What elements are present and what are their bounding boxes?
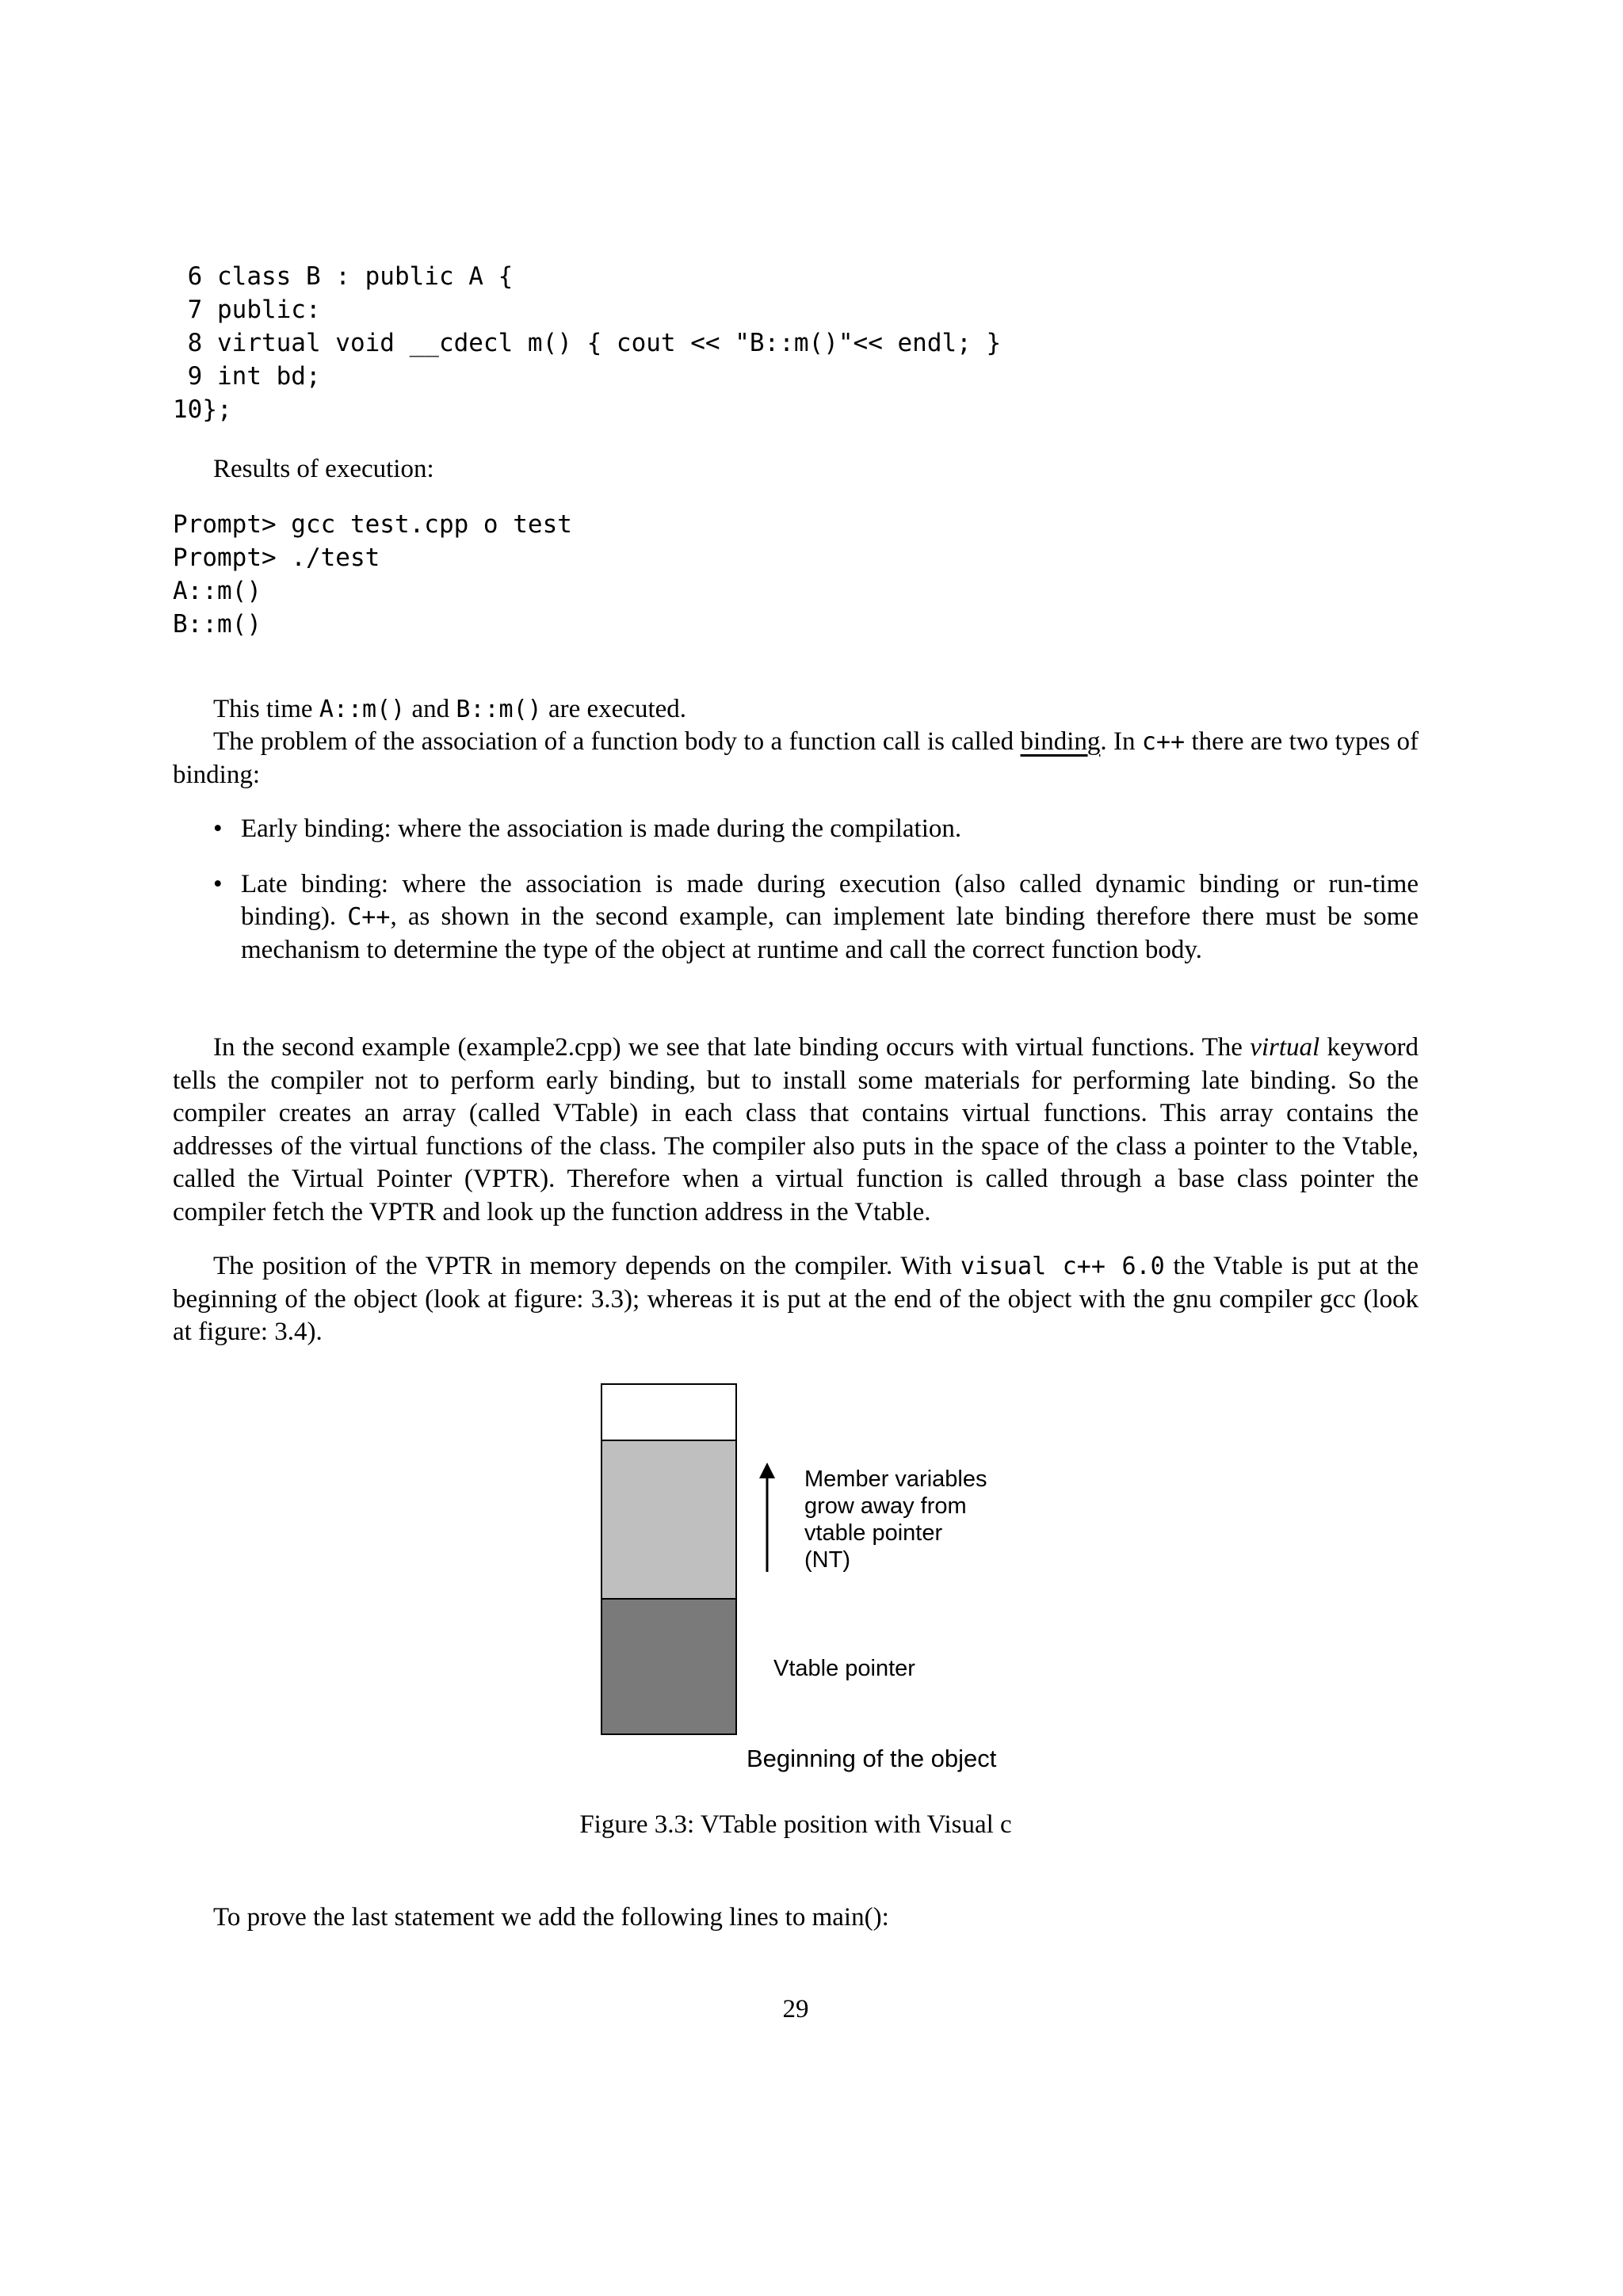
list-item [173,868,1419,967]
text-run: The problem of the association of a function body to a function call is called [213,727,1021,756]
terminal-line: A::m() [173,577,262,605]
inline-code: A::m() [319,696,406,723]
figure-caption: Figure 3.3: VTable position with Visual c [579,1810,1012,1839]
arrow-up-icon [758,1463,777,1573]
inline-code: B::m() [456,696,542,723]
text-run: and [405,695,456,723]
terminal-line: B::m() [173,610,262,639]
text-run: there are two types of binding: [173,727,1419,789]
results-heading: Results of execution: [213,455,434,483]
text-run: keyword tells the compiler not to perform early binding, but to install some materials for performing late binding. So the compiler creates an array (called VTable) in each class that contains virtual functions. This array contains the addresses of the virtual functions of the class. The compiler also puts in the space of the class a pointer to the Vtable, called the Virtual Pointer (VPTR). Therefore when a virtual function is called through a base class pointer the compiler fetch the VPTR and look up the function address in the Vtable. [173,1033,1419,1226]
member-variables-block [601,1440,737,1600]
paragraph-vptr [173,1250,1419,1349]
page-number: 29 [782,1995,809,2023]
member-variables-label [804,1466,987,1573]
code-listing [173,260,1001,426]
label-line: vtable pointer [804,1520,943,1546]
paragraph-virtual [173,1032,1419,1229]
list-item-text: Late binding: where the association is made during execution (also called dynamic binding or run-time binding). [241,869,1419,931]
code-line: 6 class B : public A { [173,262,514,291]
label-line: (NT) [804,1547,850,1573]
bullet-icon: • [213,869,223,898]
inline-code: c++ [1141,728,1186,756]
paragraph-binding [173,726,1419,791]
code-line: 9 int bd; [173,362,321,391]
inline-code: visual c++ 6.0 [960,1253,1165,1280]
label-line: grow away from [804,1493,967,1519]
paragraph-prove: To prove the last statement we add the following lines to main(): [213,1903,889,1932]
code-line: 8 virtual void __cdecl m() { cout << "B::m()"<< endl; } [173,329,1002,357]
code-line: 10}; [173,395,232,424]
label-line: Member variables [804,1466,987,1492]
text-run: are executed. [541,695,687,723]
document-page [173,0,1419,2296]
paragraph-executed [173,693,1419,727]
binding-types-list [173,813,1419,967]
code-line: 7 public: [173,296,321,324]
list-item-text: Early binding: where the association is made during the compilation. [241,814,962,843]
text-run: the Vtable is put at the beginning of the object (look at figure: 3.3); whereas it is put at the end of the object with the gnu compiler gcc (look at figure: 3.4). [173,1252,1419,1346]
beginning-of-object-label: Beginning of the object [747,1745,997,1772]
terminal-line: Prompt> gcc test.cpp o test [173,510,572,539]
terminal-output [173,508,572,641]
list-item-text: , as shown in the second example, can implement late binding therefore there must be some mechanism to determine the type of the object at runtime and call the correct function body. [241,902,1419,964]
term-binding: binding [1020,727,1101,756]
text-run: This time [213,695,319,723]
inline-code: C++ [347,903,391,931]
vtable-pointer-label: Vtable pointer [773,1656,915,1681]
list-item [173,813,1419,846]
object-top-block [601,1383,737,1442]
text-run: . In [1100,727,1142,756]
text-run: In the second example (example2.cpp) we see that late binding occurs with virtual functions. The [213,1033,1251,1062]
terminal-line: Prompt> ./test [173,543,380,572]
bullet-icon: • [213,814,223,843]
text-run: The position of the VPTR in memory depends on the compiler. With [213,1252,960,1280]
vtable-pointer-block [601,1598,737,1735]
emphasis-virtual: virtual [1250,1033,1320,1062]
